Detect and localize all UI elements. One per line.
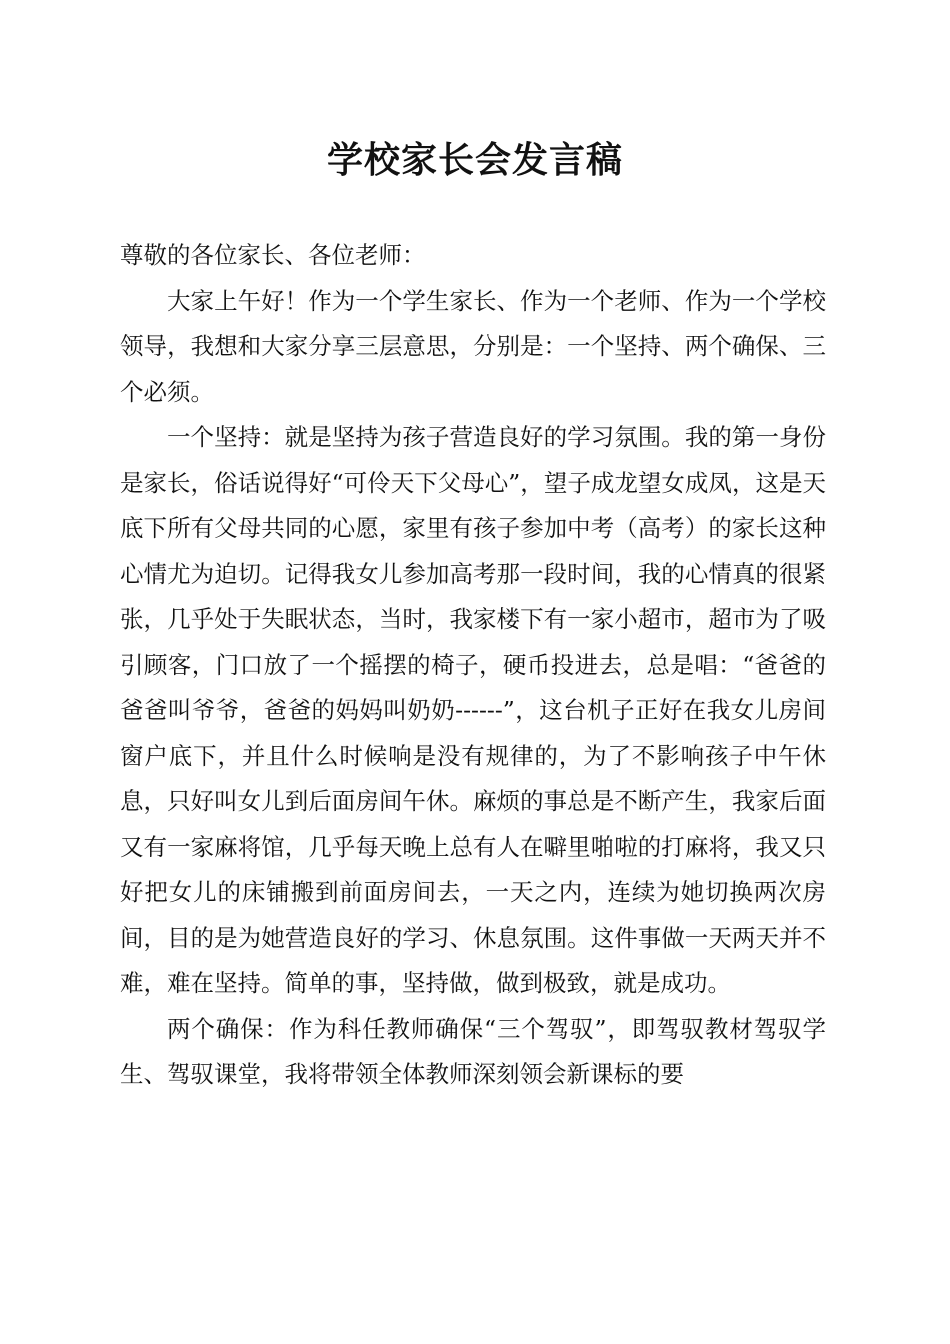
paragraph-one-persistence: 一个坚持：就是坚持为孩子营造良好的学习氛围。我的第一身份是家长，俗话说得好“可伶天下父母心”，望子成龙望女成凤，这是天底下所有父母共同的心愿，家里有孩子参加中考（高考）的家长这种心情尤为迫切。记得我女儿参加高考那一段时间，我的心情真的很紧张，几乎处于失眠状态，当时，我家楼下有一家小超市，超市为了吸引顾客，门口放了一个摇摆的椅子，硬币投进去，总是唱：“爸爸的爸爸叫爷爷，爸爸的妈妈叫奶奶------”，这台机子正好在我女儿房间窗户底下，并且什么时候响是没有规律的，为了不影响孩子中午休息，只好叫女儿到后面房间午休。麻烦的事总是不断产生，我家后面又有一家麻将馆，几乎每天晚上总有人在噼里啪啦的打麻将，我又只好把女儿的床铺搬到前面房间去，一天之内，连续为她切换两次房间，目的是为她营造良好的学习、休息氛围。这件事做一天两天并不难，难在坚持。简单的事，坚持做，做到极致，就是成功。 (120, 423, 826, 997)
document-body (120, 233, 826, 1098)
salutation: 尊敬的各位家长、各位老师： (120, 241, 426, 269)
paragraph-greeting: 大家上午好！作为一个学生家长、作为一个老师、作为一个学校领导，我想和大家分享三层意思，分别是：一个坚持、两个确保、三个必须。 (120, 286, 826, 406)
paragraph-two-ensures: 两个确保：作为科任教师确保“三个驾驭”，即驾驭教材驾驭学生、驾驭课堂，我将带领全体教师深刻领会新课标的要 (120, 1014, 826, 1088)
document-title: 学校家长会发言稿 (326, 139, 623, 181)
